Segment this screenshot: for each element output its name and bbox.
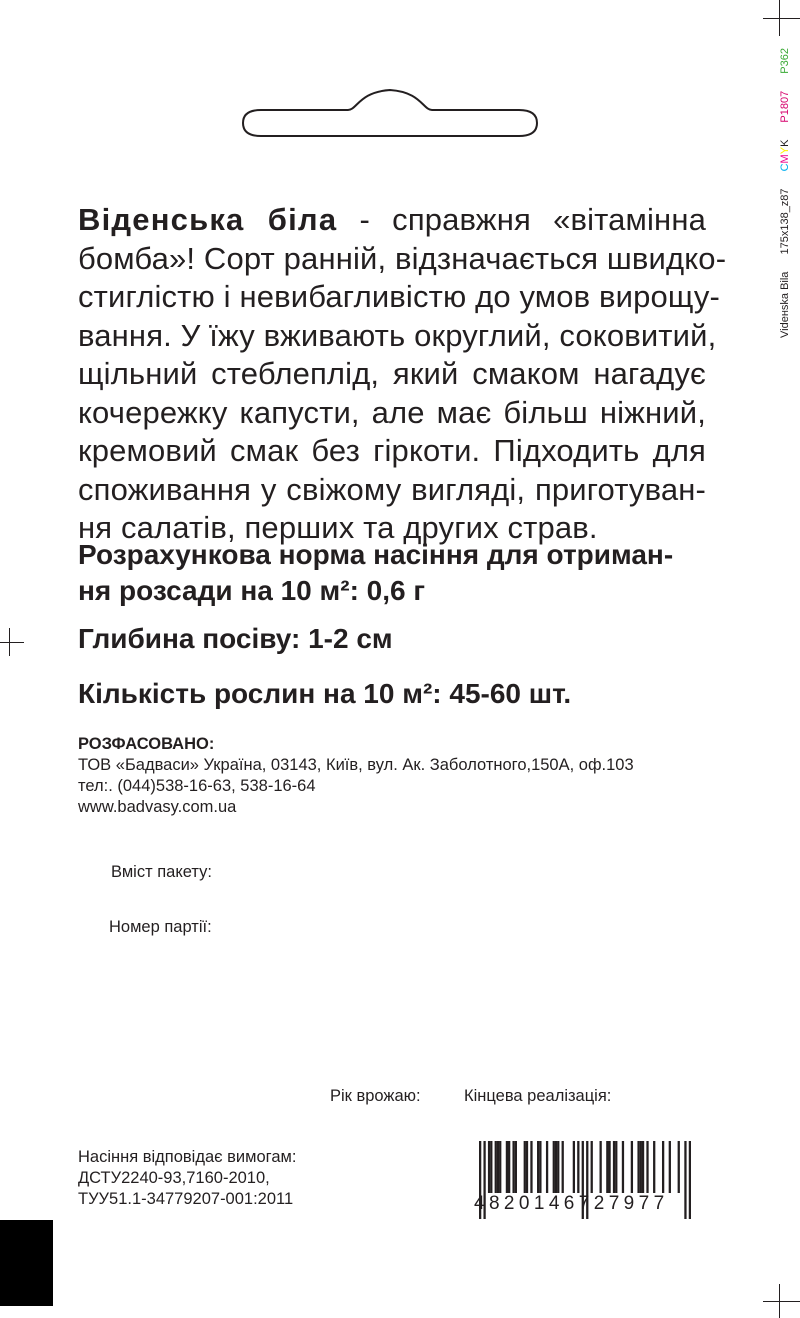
hanger-hole-outline xyxy=(235,82,545,142)
pantone-362: P362 xyxy=(779,48,791,74)
sowing-depth-text: Глибина посіву: 1-2 см xyxy=(78,623,393,654)
standards-tuu: ТУУ51.1-34779207-001:2011 xyxy=(78,1190,294,1208)
plant-count-text: Кількість рослин на 10 м²: 45-60 шт. xyxy=(78,678,572,709)
barcode-bar xyxy=(524,1141,526,1193)
standards-info xyxy=(78,1147,296,1210)
barcode-bar xyxy=(669,1141,671,1193)
format-code: 175x138_z87 xyxy=(779,188,791,255)
cmyk-marks: CMYK xyxy=(779,139,791,172)
expiry-label: Кінцева реалізація: xyxy=(464,1087,612,1105)
packer-company: ТОВ «Бадваси» Україна, 03143, Київ, вул. Ак. Заболотного,150А, оф.103 xyxy=(78,756,634,774)
packer-phone: тел:. (044)538-16-63, 538-16-64 xyxy=(78,777,316,795)
crop-mark xyxy=(0,642,24,643)
barcode-bar xyxy=(640,1141,642,1193)
barcode-bar xyxy=(562,1141,564,1193)
description-line: стиглістю і невибагливістю до умов вирощу- xyxy=(78,279,721,314)
barcode-bar xyxy=(488,1141,490,1193)
packer-heading: РОЗФАСОВАНО: xyxy=(78,735,215,753)
barcode-bar xyxy=(499,1141,501,1193)
description-line: бомба»! Сорт ранній, відзначається швидко- xyxy=(78,240,727,276)
barcode-bar xyxy=(526,1141,528,1193)
description-line: вання. У їжу вживають округлий, соковитий, xyxy=(78,317,717,353)
barcode-bar xyxy=(557,1141,559,1193)
barcode-bar xyxy=(613,1141,615,1193)
variety-latin-name: Vidенska Bila xyxy=(779,271,791,338)
barcode-bar xyxy=(606,1141,608,1193)
barcode-bar xyxy=(546,1141,548,1193)
barcode-bar xyxy=(684,1141,686,1219)
barcode-bar xyxy=(537,1141,539,1193)
harvest-year-label: Рік врожаю: xyxy=(330,1087,421,1105)
variety-name: Віденська біла xyxy=(78,202,338,237)
barcode-bar xyxy=(653,1141,655,1193)
barcode-bar xyxy=(689,1141,691,1219)
crop-mark xyxy=(779,1284,780,1318)
barcode-bar xyxy=(553,1141,555,1193)
black-registration-block xyxy=(0,1220,53,1306)
packer-website: www.badvasy.com.ua xyxy=(78,798,237,816)
barcode-bar xyxy=(622,1141,624,1193)
barcode-bar xyxy=(495,1141,497,1193)
barcode-bar xyxy=(678,1141,680,1193)
barcode-bar xyxy=(506,1141,508,1193)
description-line: кочережку капусти, але має більш ніжний, xyxy=(78,394,706,430)
packer-info xyxy=(78,734,634,818)
description-line: споживання у свіжому вигляді, приготуван- xyxy=(78,471,706,507)
description-line: кремовий смак без гіркоти. Підходить для xyxy=(78,433,706,468)
crop-mark xyxy=(779,0,780,36)
description-line: щільний стеблеплід, який смаком нагадує xyxy=(78,356,706,391)
barcode-bar xyxy=(555,1141,557,1193)
barcode-bar xyxy=(577,1141,579,1193)
crop-mark xyxy=(763,1301,800,1302)
barcode-bar xyxy=(637,1141,639,1193)
crop-mark xyxy=(763,18,800,19)
pantone-1807: P1807 xyxy=(779,90,791,123)
barcode-bar xyxy=(662,1141,664,1193)
batch-number-label: Номер партії: xyxy=(109,918,212,936)
barcode-bar xyxy=(600,1141,602,1193)
barcode-bar xyxy=(515,1141,517,1193)
barcode-bar xyxy=(530,1141,532,1193)
barcode-bar xyxy=(508,1141,510,1193)
barcode-bar xyxy=(497,1141,499,1193)
barcode-bar xyxy=(512,1141,514,1193)
barcode-bar xyxy=(539,1141,541,1193)
crop-mark xyxy=(9,628,10,656)
barcode-digits: 4820146727977 xyxy=(474,1193,669,1214)
barcode-bar xyxy=(608,1141,610,1193)
barcode-bar xyxy=(490,1141,492,1193)
side-print-metadata xyxy=(779,34,791,338)
barcode-bar xyxy=(573,1141,575,1193)
standards-heading: Насіння відповідає вимогам: xyxy=(78,1148,297,1166)
barcode-bar xyxy=(591,1141,593,1193)
barcode-bar xyxy=(646,1141,648,1193)
description-line: ня салатів, перших та других страв. xyxy=(78,510,598,545)
barcode-bar xyxy=(642,1141,644,1193)
barcode-bar xyxy=(631,1141,633,1193)
variety-description: Віденська біла - справжня «вітамінна бомба»! Сорт ранній, відзначається швидко- стиглістю і невибагливістю до умов вирощу- вання. У їжу вживають округлий, соковитий, щільний стеблеплід, який смаком нагадує кочережку капусти, але має більш ніжний, кремовий смак без гіркоти. Підходить для споживання у свіжому вигляді, приготуван- ня салатів, перших та других страв. xyxy=(78,201,706,548)
pack-content-label: Вміст пакету: xyxy=(111,863,212,881)
seed-rate-text: Розрахункова норма насіння для отриман- ня розсади на 10 м²: 0,6 г xyxy=(78,539,674,606)
standards-dstu: ДСТУ2240-93,7160-2010, xyxy=(78,1169,270,1187)
barcode-bar xyxy=(615,1141,617,1193)
